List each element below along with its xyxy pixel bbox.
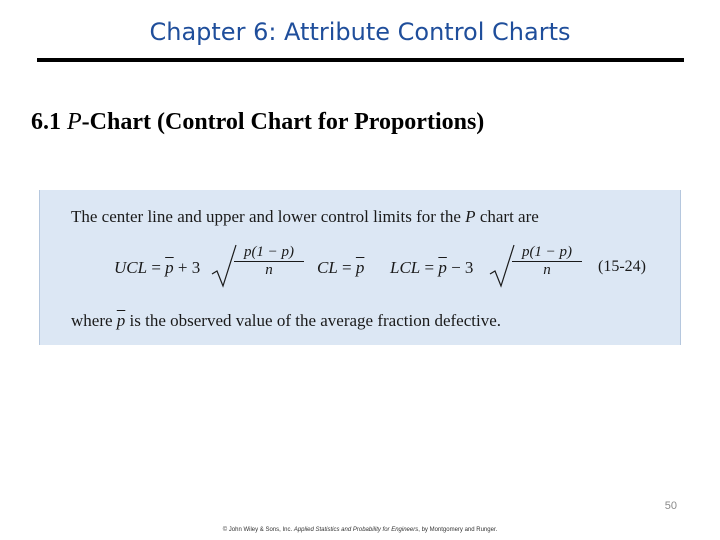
lcl-lhs: LCL bbox=[390, 258, 421, 277]
ucl-lhs: UCL bbox=[114, 258, 148, 277]
control-limit-equations bbox=[40, 242, 680, 292]
cl-lhs: CL bbox=[317, 258, 338, 277]
definition-intro bbox=[71, 207, 539, 227]
where-text-before: where bbox=[71, 311, 117, 330]
section-heading-italic: P bbox=[67, 109, 82, 135]
ucl-pbar: $\overline{p}$ bbox=[165, 258, 174, 277]
section-heading bbox=[31, 109, 484, 136]
copyright-footer bbox=[0, 527, 720, 533]
lcl-equals: = bbox=[420, 258, 439, 277]
title-divider bbox=[37, 58, 684, 62]
lcl-numerator: p(1 − p) bbox=[512, 244, 582, 262]
intro-text-after: chart are bbox=[475, 207, 539, 226]
lcl-denominator: n bbox=[543, 262, 551, 278]
where-pbar: $\overline{p}$ bbox=[116, 311, 126, 330]
intro-text-before: The center line and upper and lower control limits for the bbox=[71, 207, 466, 226]
lcl-operator: − 3 bbox=[446, 258, 474, 277]
cl-equals: = bbox=[337, 258, 356, 277]
section-heading-prefix: 6.1 bbox=[31, 109, 67, 135]
intro-text-italic: P bbox=[465, 207, 476, 226]
equation-number: (15-24) bbox=[598, 258, 646, 275]
definition-box bbox=[39, 190, 681, 345]
ucl-denominator: n bbox=[265, 262, 273, 278]
ucl-equals: = bbox=[147, 258, 166, 277]
footer-text-before: © John Wiley & Sons, Inc. bbox=[222, 527, 294, 533]
page-number: 50 bbox=[664, 500, 677, 512]
lcl-equation bbox=[390, 258, 473, 278]
ucl-fraction bbox=[234, 244, 304, 279]
section-heading-rest: -Chart (Control Chart for Proportions) bbox=[81, 109, 485, 135]
cl-equation bbox=[317, 258, 364, 278]
footer-book-title: Applied Statistics and Probability for Engineers bbox=[293, 527, 419, 533]
ucl-numerator: p(1 − p) bbox=[234, 244, 304, 262]
ucl-operator: + 3 bbox=[173, 258, 201, 277]
footer-text-after: , by Montgomery and Runger. bbox=[418, 527, 498, 533]
lcl-pbar: $\overline{p}$ bbox=[438, 258, 447, 277]
cl-pbar: $\overline{p}$ bbox=[355, 258, 365, 277]
lcl-fraction bbox=[512, 244, 582, 279]
slide-title: Chapter 6: Attribute Control Charts bbox=[149, 18, 571, 46]
ucl-equation bbox=[114, 258, 200, 278]
where-text-after: is the observed value of the average fraction defective. bbox=[125, 311, 501, 330]
definition-where bbox=[71, 311, 501, 331]
